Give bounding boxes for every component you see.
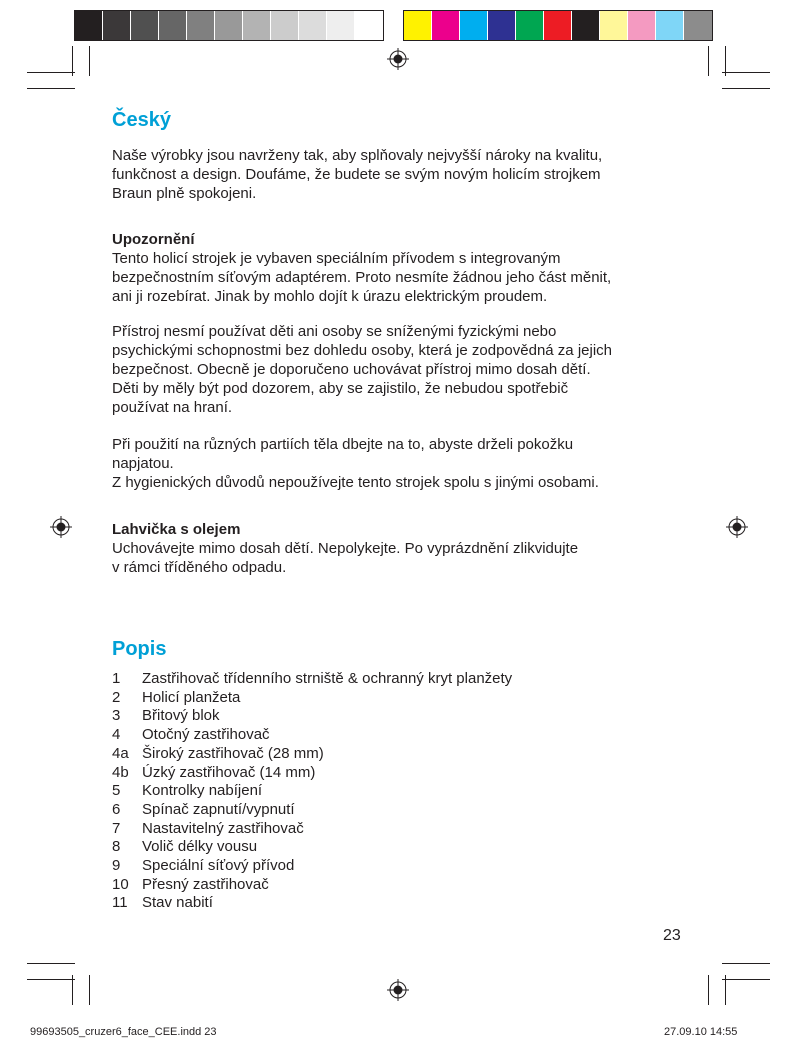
color-swatch	[600, 11, 628, 40]
registration-mark-icon	[387, 48, 409, 70]
parts-list	[112, 670, 512, 913]
crop-mark	[708, 975, 709, 1005]
color-swatch	[684, 11, 712, 40]
text-line: bezpečnost. Obecně je doporučeno uchovávat přístroj mimo dosah dětí.	[112, 361, 591, 378]
page-number: 23	[663, 927, 681, 944]
text-line: Naše výrobky jsou navrženy tak, aby splňovaly nejvyšší nároky na kvalitu,	[112, 147, 603, 164]
color-swatch	[404, 11, 432, 40]
text-line: Z hygienických důvodů nepoužívejte tento strojek spolu s jinými osobami.	[112, 474, 599, 491]
list-item	[112, 707, 512, 726]
color-swatch	[488, 11, 516, 40]
list-item	[112, 857, 512, 876]
list-item	[112, 820, 512, 839]
children-paragraph	[112, 322, 692, 417]
color-swatch	[544, 11, 572, 40]
list-item	[112, 838, 512, 857]
list-item	[112, 876, 512, 895]
list-item-text: Široký zastřihovač (28 mm)	[142, 744, 324, 762]
list-item	[112, 689, 512, 708]
color-swatch	[159, 11, 187, 40]
list-item-number: 9	[112, 857, 121, 875]
list-item	[112, 782, 512, 801]
list-item-text: Kontrolky nabíjení	[142, 782, 263, 800]
color-swatch	[131, 11, 159, 40]
text-line: Tento holicí strojek je vybaven speciálním přívodem s integrovaným	[112, 250, 561, 267]
oil-heading: Lahvička s olejem	[112, 521, 241, 538]
list-item-number: 6	[112, 800, 121, 818]
color-swatch	[299, 11, 327, 40]
gray-color-bar	[74, 10, 384, 41]
color-swatch	[327, 11, 355, 40]
text-line: používat na hraní.	[112, 399, 233, 416]
list-item-text: Zastřihovač třídenního strniště & ochranný kryt planžety	[142, 670, 513, 687]
color-swatch	[516, 11, 544, 40]
color-swatch	[75, 11, 103, 40]
color-swatch	[460, 11, 488, 40]
list-item-text: Břitový blok	[142, 707, 220, 725]
color-swatch	[187, 11, 215, 40]
list-item-text: Stav nabití	[142, 894, 213, 912]
crop-mark	[72, 975, 73, 1005]
text-line: bezpečnostním síťovým adaptérem. Proto nesmíte žádnou jeho část měnit,	[112, 269, 612, 286]
list-item-number: 3	[112, 707, 121, 725]
footer-timestamp: 27.09.10 14:55	[664, 1026, 738, 1038]
list-item-text: Přesný zastřihovač	[142, 875, 269, 893]
crop-mark	[725, 46, 726, 76]
list-item-number: 4a	[112, 744, 129, 762]
list-item	[112, 745, 512, 764]
registration-mark-icon	[387, 979, 409, 1001]
list-item-number: 4	[112, 726, 121, 744]
text-line: Děti by měly být pod dozorem, aby se zajistilo, že nebudou spotřebič	[112, 380, 569, 397]
list-item	[112, 801, 512, 820]
warning-heading: Upozornění	[112, 231, 195, 248]
text-line: Přístroj nesmí používat děti ani osoby se sníženými fyzickými nebo	[112, 323, 557, 340]
crop-mark	[27, 963, 75, 964]
registration-mark-icon	[726, 516, 748, 538]
list-item-text: Volič délky vousu	[142, 838, 258, 856]
color-swatch	[355, 11, 383, 40]
color-swatch	[215, 11, 243, 40]
footer-filename: 99693505_cruzer6_face_CEE.indd 23	[30, 1026, 217, 1038]
list-item-number: 2	[112, 688, 121, 706]
text-line: funkčnost a design. Doufáme, že budete se svým novým holicím strojkem	[112, 166, 601, 183]
crop-mark	[27, 979, 75, 980]
color-swatch	[243, 11, 271, 40]
text-line: ani ji rozebírat. Jinak by mohlo dojít k úrazu elektrickým proudem.	[112, 288, 548, 305]
list-item-number: 4b	[112, 763, 129, 781]
text-line: Při použití na různých partiích těla dbejte na to, abyste drželi pokožku	[112, 436, 574, 453]
section-title-popis: Popis	[112, 638, 167, 660]
crop-mark	[708, 46, 709, 76]
list-item-number: 8	[112, 838, 121, 856]
usage-paragraph	[112, 435, 692, 492]
list-item	[112, 726, 512, 745]
list-item	[112, 894, 512, 913]
crop-mark	[725, 975, 726, 1005]
crop-mark	[722, 963, 770, 964]
color-swatch	[103, 11, 131, 40]
crop-mark	[27, 88, 75, 89]
registration-mark-icon	[50, 516, 72, 538]
list-item-text: Holicí planžeta	[142, 688, 241, 706]
color-swatch	[628, 11, 656, 40]
process-color-bar	[403, 10, 713, 41]
list-item	[112, 670, 512, 689]
list-item	[112, 764, 512, 783]
crop-mark	[27, 72, 75, 73]
list-item-number: 11	[112, 894, 128, 912]
text-line: napjatou.	[112, 455, 174, 472]
color-swatch	[656, 11, 684, 40]
list-item-text: Úzký zastřihovač (14 mm)	[142, 763, 316, 781]
list-item-number: 7	[112, 819, 121, 837]
crop-mark	[722, 72, 770, 73]
oil-paragraph	[112, 520, 692, 577]
crop-mark	[722, 88, 770, 89]
color-swatch	[432, 11, 460, 40]
intro-paragraph	[112, 146, 692, 203]
text-line: Braun plně spokojeni.	[112, 185, 257, 202]
crop-mark	[722, 979, 770, 980]
list-item-text: Nastavitelný zastřihovač	[142, 819, 304, 837]
list-item-number: 5	[112, 782, 121, 800]
list-item-number: 10	[112, 875, 129, 893]
crop-mark	[89, 975, 90, 1005]
warning-paragraph	[112, 230, 692, 306]
list-item-number: 1	[112, 670, 121, 687]
list-item-text: Speciální síťový přívod	[142, 857, 295, 875]
crop-mark	[89, 46, 90, 76]
crop-mark	[72, 46, 73, 76]
list-item-text: Otočný zastřihovač	[142, 726, 270, 744]
color-swatch	[572, 11, 600, 40]
list-item-text: Spínač zapnutí/vypnutí	[142, 800, 295, 818]
text-line: psychickými schopnostmi bez dohledu osoby, která je zodpovědná za jejich	[112, 342, 612, 359]
text-line: Uchovávejte mimo dosah dětí. Nepolykejte. Po vyprázdnění zlikvidujte	[112, 540, 579, 557]
color-swatch	[271, 11, 299, 40]
section-title-cesky: Český	[112, 109, 171, 131]
text-line: v rámci tříděného odpadu.	[112, 559, 287, 576]
